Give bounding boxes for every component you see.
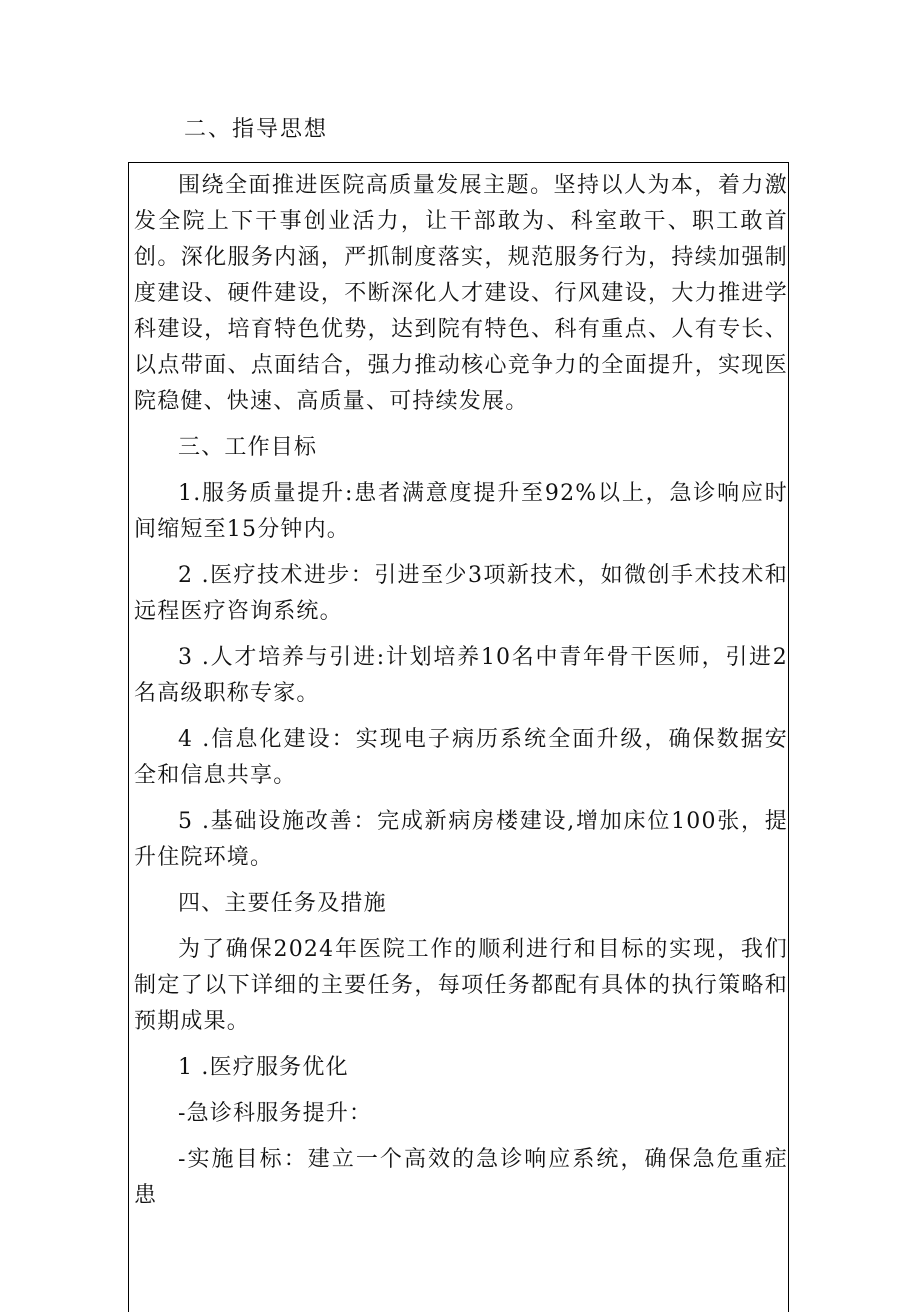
section-heading-goals: 三、工作目标 [178, 435, 318, 460]
tasks-intro-paragraph: 为了确保2024年医院工作的顺利进行和目标的实现，我们制定了以下详细的主要任务，每项任务都配有具体的执行策略和预期成果。 [134, 937, 788, 1034]
goal-item-2: 2 .医疗技术进步：引进至少3项新技术，如微创手术技术和远程医疗咨询系统。 [134, 563, 788, 624]
guiding-paragraph: 围绕全面推进医院高质量发展主题。坚持以人为本，着力激发全院上下干事创业活力，让干部敢为、科室敢干、职工敢首创。深化服务内涵，严抓制度落实，规范服务行为，持续加强制度建设、硬件建设，不断深化人才建设、行风建设，大力推进学科建设，培育特色优势，达到院有特色、科有重点、人有专长、以点带面、点面结合，强力推动核心竞争力的全面提升，实现医院稳健、快速、高质量、可持续发展。 [134, 173, 788, 414]
task-1-implementation: -实施目标：建立一个高效的急诊响应系统，确保急危重症患 [134, 1147, 788, 1208]
section-heading-guiding: 二、指导思想 [184, 117, 329, 142]
goal-item-5: 5 .基础设施改善：完成新病房楼建设,增加床位100张，提升住院环境。 [134, 809, 788, 870]
task-1-subheading: -急诊科服务提升： [178, 1101, 373, 1126]
goal-item-1: 1.服务质量提升:患者满意度提升至92%以上，急诊响应时间缩短至15分钟内。 [134, 481, 788, 542]
document-body [134, 168, 788, 1224]
goal-item-3: 3 .人才培养与引进:计划培养10名中青年骨干医师，引进2名高级职称专家。 [134, 645, 788, 706]
goal-item-4: 4 .信息化建设：实现电子病历系统全面升级，确保数据安全和信息共享。 [134, 727, 788, 788]
task-1-title: 1 .医疗服务优化 [178, 1055, 349, 1080]
section-heading-tasks: 四、主要任务及措施 [178, 891, 387, 916]
